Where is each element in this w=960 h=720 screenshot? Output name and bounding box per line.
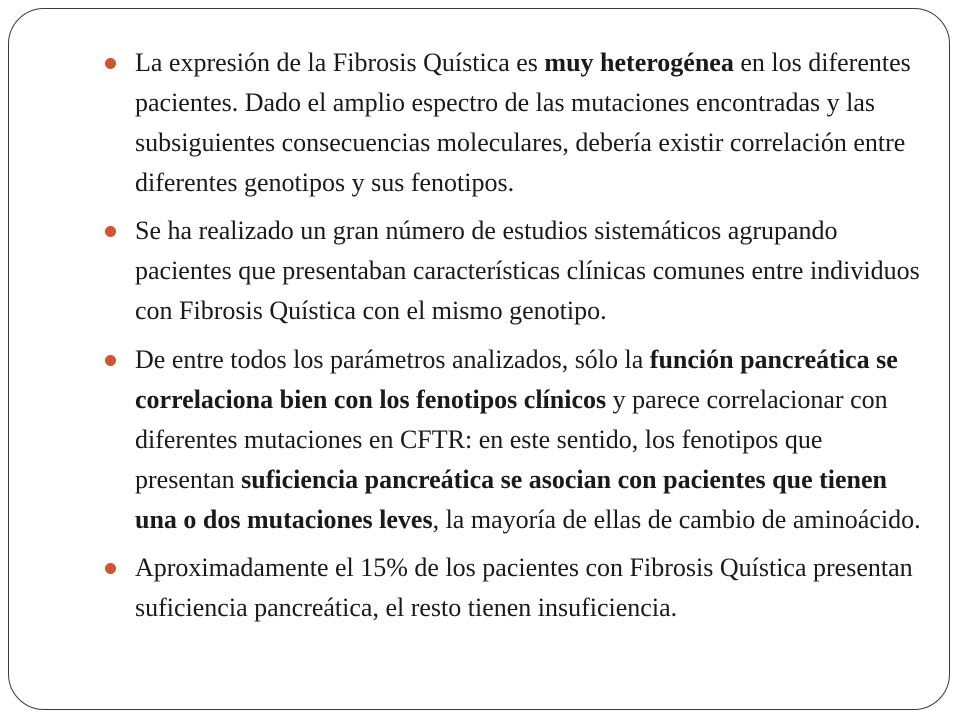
bullet-dot-icon: [105, 563, 116, 574]
bullet-dot-icon: [105, 58, 116, 69]
bullet-item-3: [102, 340, 924, 540]
bullet-item-4: [102, 548, 924, 628]
bullet-text-segment: Se ha realizado un gran número de estudios sistemáticos agrupando pacientes que presentaban características clínicas comunes entre individuos con Fibrosis Quística con el mismo genotipo.: [135, 216, 920, 325]
bullet-dot-icon: [105, 355, 116, 366]
bullet-text-bold-segment: muy heterogénea: [544, 48, 734, 77]
bullet-item-2: [102, 211, 924, 331]
bullet-item-1: [102, 43, 924, 203]
bullet-list: [102, 43, 924, 636]
bullet-text-segment: y parece correlacionar con diferentes mutaciones en CFTR: en este sentido, los fenotipos que presentan: [135, 385, 888, 494]
bullet-dot-icon: [105, 226, 116, 237]
bullet-text-bold-segment: suficiencia pancreática se asocian con pacientes que tienen una o dos mutaciones leves: [135, 465, 887, 534]
bullet-text-segment: en los diferentes pacientes. Dado el amplio espectro de las mutaciones encontradas y las subsiguientes consecuencias moleculares, debería existir correlación entre diferentes genotipos y sus fenotipos.: [135, 48, 911, 197]
bullet-text-segment: De entre todos los parámetros analizados, sólo la: [135, 345, 650, 374]
bullet-text-bold-segment: función pancreática se correlaciona bien con los fenotipos clínicos: [135, 345, 898, 414]
bullet-text-segment: La expresión de la Fibrosis Quística es: [135, 48, 545, 77]
bullet-text-segment: Aproximadamente el 15% de los pacientes con Fibrosis Quística presentan suficiencia pancreática, el resto tienen insuficiencia.: [135, 553, 913, 622]
bullet-text-segment: , la mayoría de ellas de cambio de aminoácido.: [432, 505, 921, 534]
